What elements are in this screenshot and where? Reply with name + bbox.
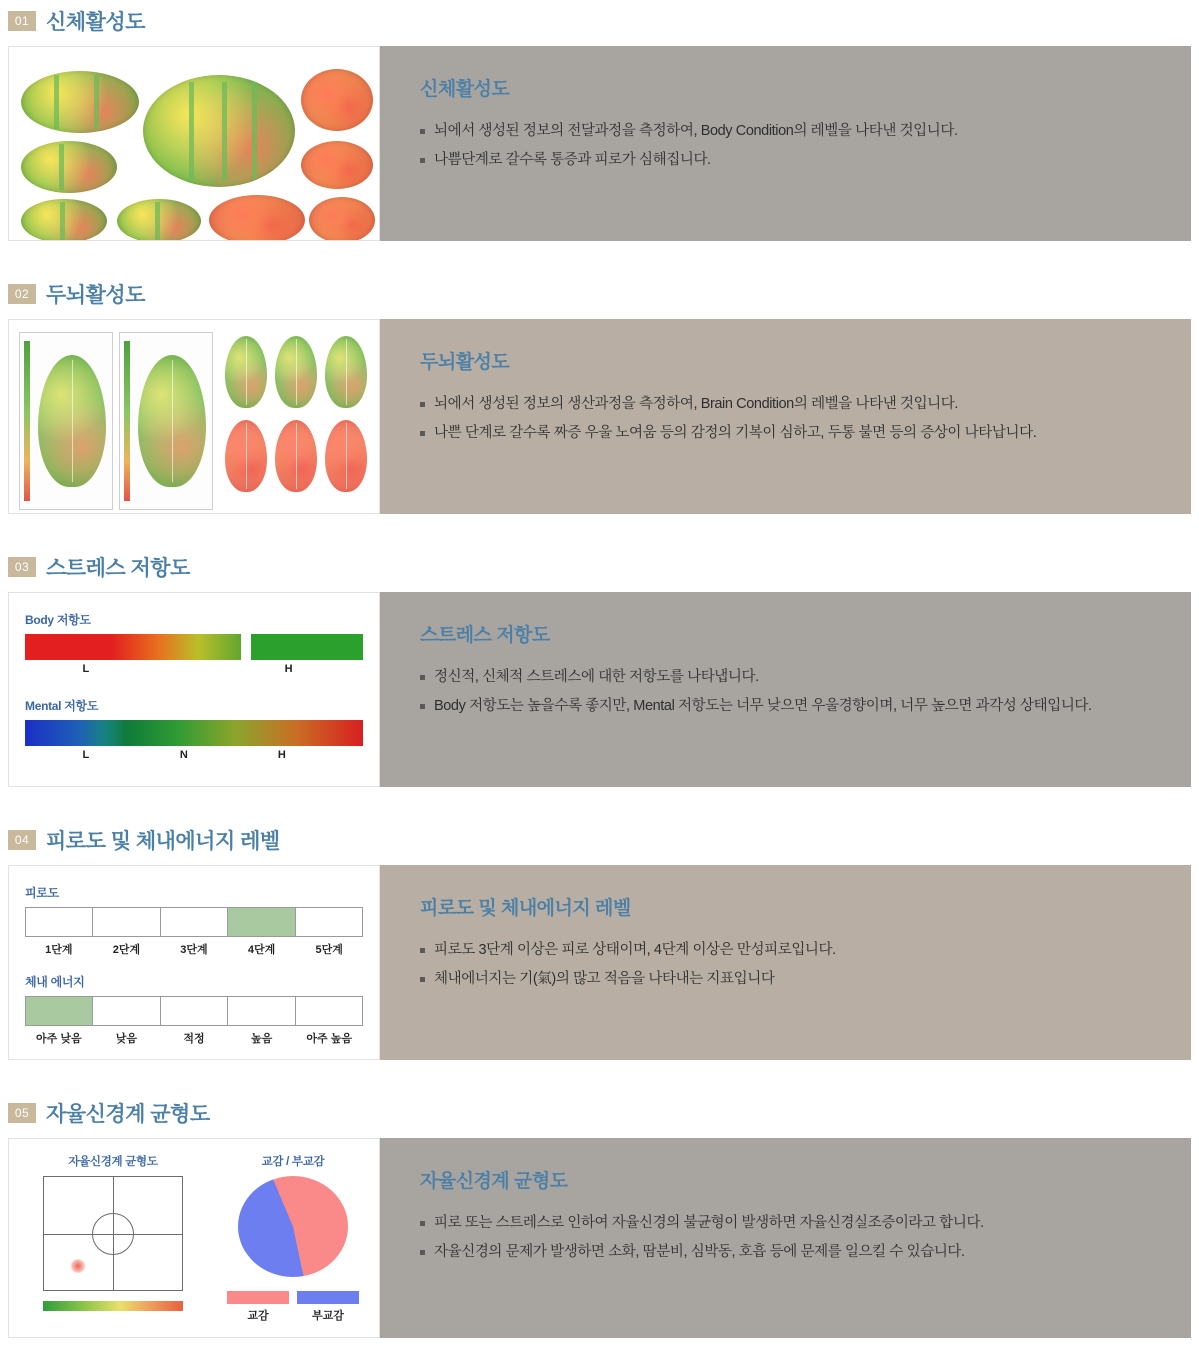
fatigue-label: 피로도	[25, 886, 59, 900]
level-cell	[296, 997, 362, 1025]
stress-resistance-figure	[8, 592, 380, 787]
energy-level-grid	[25, 996, 363, 1026]
bullet-item: 나쁨단계로 갈수록 통증과 피로가 심해집니다.	[420, 150, 1167, 172]
brain-map	[138, 355, 206, 487]
description-panel	[380, 592, 1191, 787]
section-body	[8, 46, 1191, 241]
level-cell	[296, 908, 362, 936]
body-resistance-ticks	[25, 663, 363, 681]
section-heading: 자율신경계 균형도	[46, 1103, 210, 1126]
fatigue-level-grid	[25, 907, 363, 937]
bullet-item: 뇌에서 생성된 정보의 전달과정을 측정하여, Body Condition의 레벨을 나타낸 것입니다.	[420, 121, 1167, 143]
quadrant-chart	[43, 1176, 183, 1291]
body-resistance-label: Body 저항도	[25, 613, 91, 627]
description-title: 피로도 및 체내에너지 레벨	[420, 898, 631, 919]
level-label: 1단계	[45, 944, 73, 956]
section-number-badge: 02	[8, 284, 36, 304]
section-number-badge: 04	[8, 830, 36, 850]
section-header	[0, 819, 1199, 865]
brain-map-card	[19, 332, 113, 510]
brain-scale-bar	[24, 341, 30, 501]
mental-resistance-label: Mental 저항도	[25, 699, 99, 713]
legend-label: 교감	[247, 1310, 269, 1322]
section-heading: 피로도 및 체내에너지 레벨	[46, 830, 280, 853]
pie-chart-title: 교감 / 부교감	[261, 1156, 325, 1168]
body-resistance-green-bar	[251, 634, 363, 660]
bullet-item: 정신적, 신체적 스트레스에 대한 저항도를 나타냅니다.	[420, 667, 1167, 689]
brain-map-small	[225, 336, 267, 408]
section-03	[0, 546, 1199, 787]
legend-entry	[227, 1291, 289, 1323]
thermal-blob-group	[17, 53, 371, 232]
level-label: 높음	[250, 1033, 273, 1045]
quadrant-data-point	[70, 1259, 86, 1273]
level-cell-selected	[26, 997, 93, 1025]
thermal-blob-warm	[209, 195, 305, 241]
section-heading: 신체활성도	[46, 11, 145, 34]
legend-label: 부교감	[312, 1310, 344, 1322]
description-panel	[380, 865, 1191, 1060]
level-label: 4단계	[247, 944, 276, 956]
quadrant-chart-block	[43, 1153, 183, 1323]
description-panel	[380, 46, 1191, 241]
description-title: 자율신경계 균형도	[420, 1171, 568, 1192]
description-bullets	[420, 394, 1167, 445]
level-label: 아주 낮음	[36, 1033, 82, 1045]
brain-map-group	[17, 328, 371, 505]
pie-legend	[227, 1291, 359, 1323]
section-body	[8, 592, 1191, 787]
level-cell	[93, 908, 160, 936]
tick-label: H	[277, 749, 286, 761]
level-cell	[161, 997, 228, 1025]
section-header	[0, 0, 1199, 46]
quadrant-chart-title: 자율신경계 균형도	[68, 1156, 158, 1168]
thermal-blob	[21, 199, 107, 241]
section-01	[0, 0, 1199, 241]
thermal-blob-center	[143, 75, 295, 187]
level-label: 5단계	[315, 944, 343, 956]
thermal-blob	[117, 199, 201, 241]
body-resistance-gradient-bar	[25, 634, 241, 660]
legend-swatch	[227, 1291, 289, 1304]
fatigue-energy-figure	[8, 865, 380, 1060]
description-bullets	[420, 667, 1167, 718]
description-title: 스트레스 저항도	[420, 625, 550, 646]
level-cell	[228, 997, 295, 1025]
body-resistance-bars	[25, 634, 363, 660]
level-label: 낮음	[115, 1033, 138, 1045]
bullet-item: 자율신경의 문제가 발생하면 소화, 땀분비, 심박동, 호흡 등에 문제를 일으킬 수 있습니다.	[420, 1242, 1167, 1264]
energy-label: 체내 에너지	[25, 975, 85, 989]
section-number-badge: 03	[8, 557, 36, 577]
description-title: 두뇌활성도	[420, 352, 510, 373]
level-label: 3단계	[180, 944, 208, 956]
bullet-item: 체내에너지는 기(氣)의 많고 적음을 나타내는 지표입니다	[420, 969, 1167, 991]
description-bullets	[420, 940, 1167, 991]
brain-map-small-warm	[275, 420, 317, 492]
pie-chart	[238, 1176, 348, 1277]
legend-swatch	[297, 1291, 359, 1304]
section-number-badge: 05	[8, 1103, 36, 1123]
section-body	[8, 319, 1191, 514]
brain-map-small-warm	[225, 420, 267, 492]
body-activity-figure	[8, 46, 380, 241]
quadrant-color-scale	[43, 1301, 183, 1311]
tick-label: N	[179, 749, 188, 761]
section-02	[0, 273, 1199, 514]
brain-activity-figure	[8, 319, 380, 514]
description-bullets	[420, 121, 1167, 172]
bullet-item: 나쁜 단계로 갈수록 짜증 우울 노여움 등의 감정의 기복이 심하고, 두통 불면 등의 증상이 나타납니다.	[420, 423, 1167, 445]
section-header	[0, 1092, 1199, 1138]
legend-entry	[297, 1291, 359, 1323]
brain-map-card	[119, 332, 213, 510]
energy-level-labels	[25, 1030, 363, 1046]
autonomic-balance-figure	[8, 1138, 380, 1338]
bullet-item: 뇌에서 생성된 정보의 생산과정을 측정하여, Brain Condition의 레벨을 나타낸 것입니다.	[420, 394, 1167, 416]
tick-label: L	[82, 749, 90, 761]
level-cell	[161, 908, 228, 936]
section-05	[0, 1092, 1199, 1338]
bullet-item: 피로도 3단계 이상은 피로 상태이며, 4단계 이상은 만성피로입니다.	[420, 940, 1167, 962]
description-panel	[380, 1138, 1191, 1338]
mental-resistance-ticks	[25, 749, 363, 767]
brain-map-small	[275, 336, 317, 408]
tick-label: L	[82, 663, 90, 675]
brain-scale-bar	[124, 341, 130, 501]
level-label: 적정	[183, 1033, 205, 1045]
pie-chart-block	[227, 1153, 359, 1323]
section-heading: 스트레스 저항도	[46, 557, 190, 580]
thermal-blob-warm	[309, 197, 375, 241]
section-header	[0, 546, 1199, 592]
description-bullets	[420, 1213, 1167, 1264]
thermal-blob	[21, 71, 139, 133]
section-04	[0, 819, 1199, 1060]
quadrant-normal-range-circle	[92, 1213, 134, 1255]
thermal-blob-warm	[301, 141, 373, 189]
level-cell	[93, 997, 160, 1025]
section-header	[0, 273, 1199, 319]
thermal-blob-warm	[301, 69, 373, 131]
thermal-blob	[21, 141, 117, 193]
tick-label: H	[284, 663, 293, 675]
section-body	[8, 1138, 1191, 1338]
brain-map-small-warm	[325, 420, 367, 492]
description-title: 신체활성도	[420, 79, 510, 100]
section-number-badge: 01	[8, 11, 36, 31]
level-label: 아주 높음	[306, 1033, 352, 1045]
level-cell	[26, 908, 93, 936]
level-label: 2단계	[112, 944, 141, 956]
section-body	[8, 865, 1191, 1060]
bullet-item: 피로 또는 스트레스로 인하여 자율신경의 불균형이 발생하면 자율신경실조증이라고 합니다.	[420, 1213, 1167, 1235]
level-cell-selected	[228, 908, 295, 936]
fatigue-level-labels	[25, 941, 363, 957]
mental-resistance-gradient-bar	[25, 720, 363, 746]
section-heading: 두뇌활성도	[46, 284, 145, 307]
description-panel	[380, 319, 1191, 514]
bullet-item: Body 저항도는 높을수록 좋지만, Mental 저항도는 너무 낮으면 우울경향이며, 너무 높으면 과각성 상태입니다.	[420, 696, 1167, 718]
brain-map	[38, 355, 106, 487]
brain-map-small	[325, 336, 367, 408]
